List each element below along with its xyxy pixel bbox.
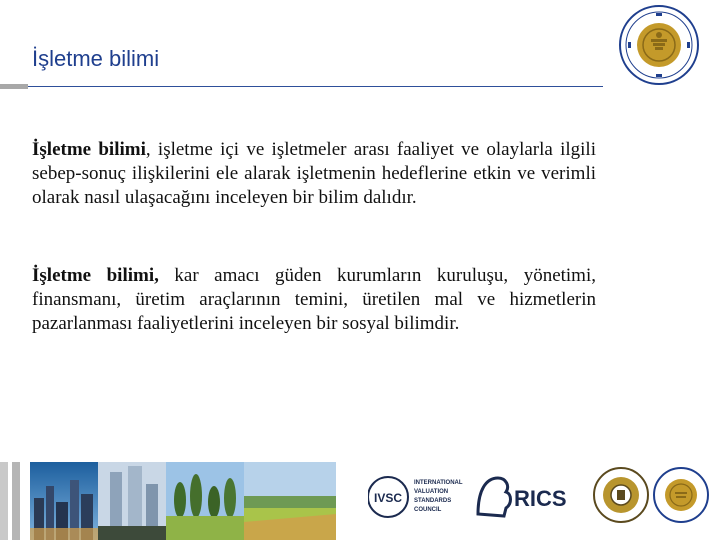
ivsc-mark-text: IVSC [373, 491, 403, 505]
paragraph-text: , işletme içi ve işletmeler arası faaliyet ve olaylarla ilgili sebep-sonuç ilişkilerini ele alarak işletmenin hedeflerine etkin ve verimli olarak nasıl ulaşacağını inceleyen bir bilim dalıdır. [32, 139, 596, 208]
ivsc-text-line: STANDARDS [414, 498, 452, 504]
rics-mark-text: RICS [514, 486, 567, 511]
ivsc-text-line: INTERNATIONAL [414, 480, 463, 486]
towers-photo [98, 462, 166, 540]
meadow-photo [244, 462, 336, 540]
faculty-emblem-icon [592, 466, 650, 524]
banner-stripe [12, 462, 20, 540]
trees-field-photo [166, 462, 244, 540]
rics-logo-icon [472, 470, 582, 524]
city-skyline-photo [30, 462, 98, 540]
ivsc-text-line: VALUATION [414, 489, 449, 495]
banner-stripe [0, 462, 8, 540]
title-rule-stub [0, 84, 28, 89]
ivsc-logo-icon [368, 470, 468, 524]
title-rule [28, 86, 603, 87]
term-bold: İşletme bilimi [32, 139, 146, 160]
paragraph-definition-2 [32, 264, 596, 336]
paragraph-definition-1 [32, 138, 596, 210]
ivsc-text-line: COUNCIL [414, 507, 442, 513]
slide-title: İşletme bilimi [32, 46, 160, 71]
university-seal-icon [618, 4, 700, 86]
paragraph-text: kar amacı güden kurumların kuruluşu, yönetimi, finansmanı, üretim araçlarının temini, üretilen mal ve hizmetlerin pazarlanması faaliyetlerini inceleyen bir sosyal bilimdir. [32, 265, 596, 334]
term-bold: İşletme bilimi, [32, 265, 159, 286]
university-seal-small-icon [652, 466, 710, 524]
